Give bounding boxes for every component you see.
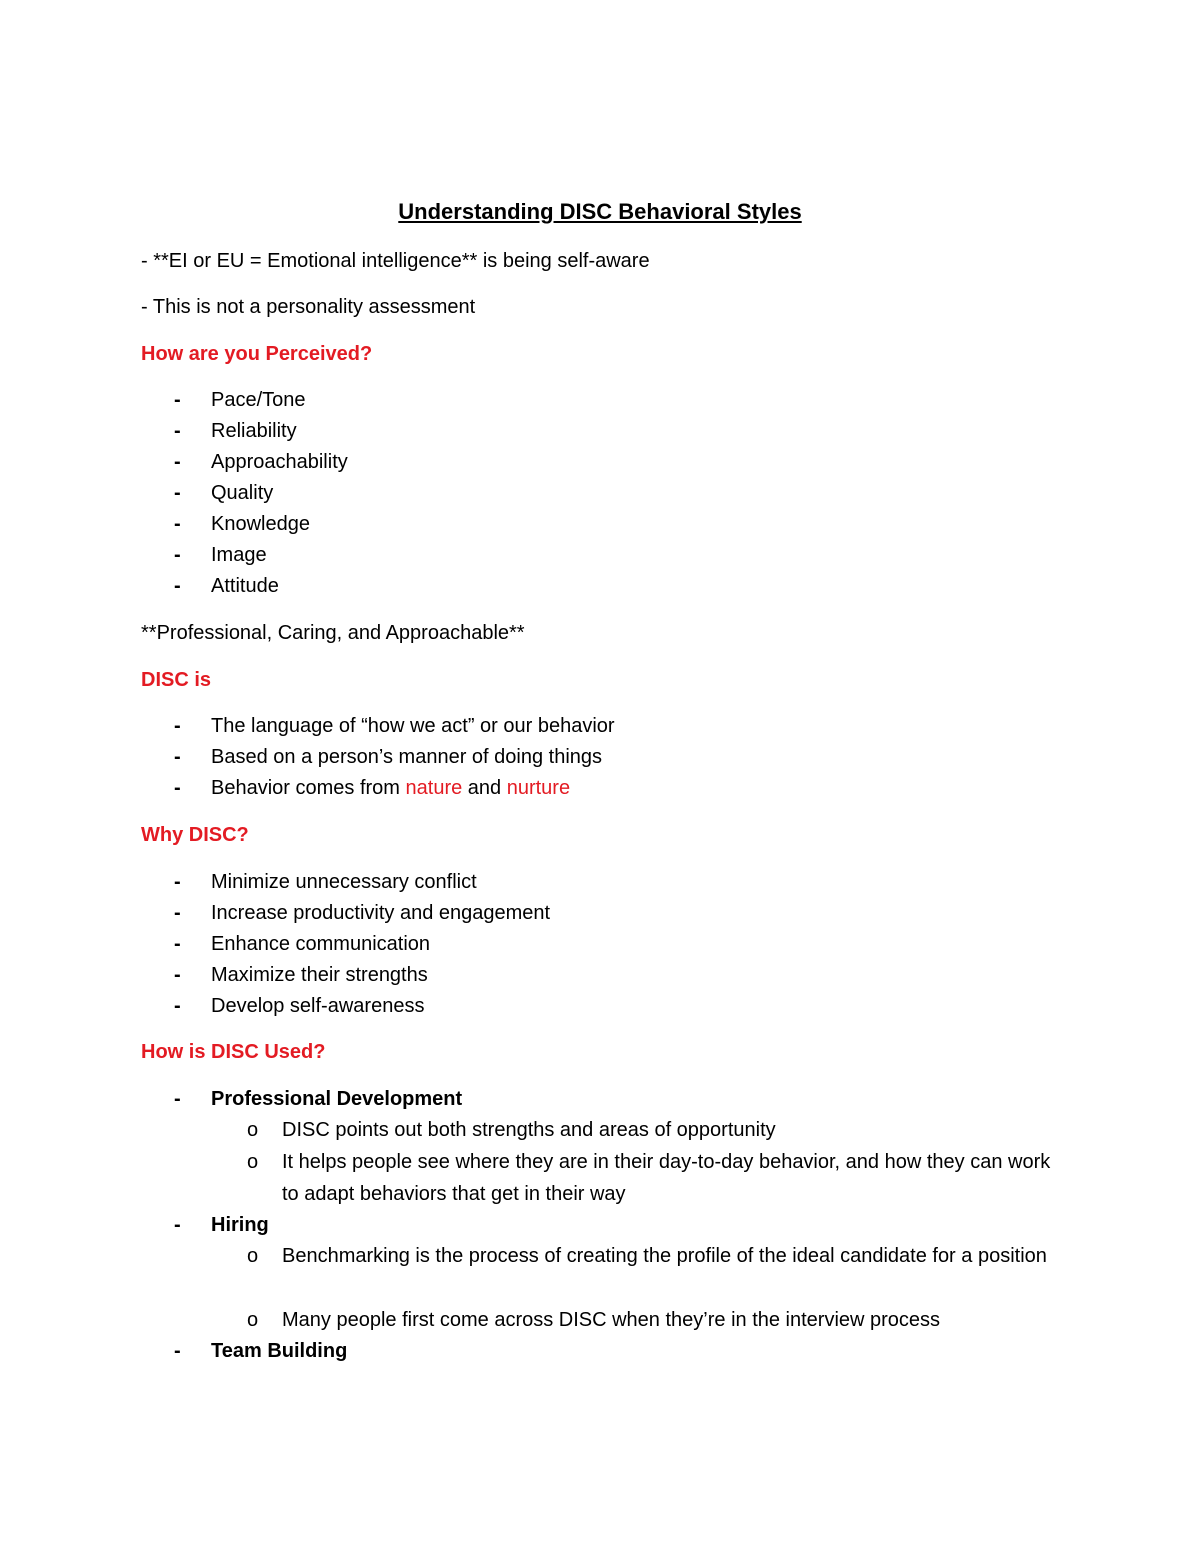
- perceived-item: Approachability: [211, 451, 348, 473]
- bullet-dash: -: [174, 1214, 181, 1236]
- perceived-item: Reliability: [211, 420, 297, 442]
- bullet-dash: -: [174, 420, 181, 442]
- why-item: Minimize unnecessary conflict: [211, 871, 477, 893]
- behavior-prefix: Behavior comes from: [211, 777, 406, 799]
- bullet-circle: o: [247, 1151, 259, 1173]
- why-item: Increase productivity and engagement: [211, 902, 551, 924]
- used-team-label: Team Building: [211, 1340, 348, 1362]
- bullet-dash: -: [174, 746, 181, 768]
- heading-disc-is: DISC is: [141, 669, 212, 691]
- perceived-item: Pace/Tone: [211, 389, 306, 411]
- bullet-dash: -: [174, 513, 181, 535]
- bullet-circle: o: [247, 1119, 259, 1141]
- bullet-dash: -: [174, 482, 181, 504]
- bullet-dash: -: [174, 995, 181, 1017]
- disc-is-item: The language of “how we act” or our behavior: [211, 715, 615, 737]
- bullet-circle: o: [247, 1309, 259, 1331]
- bullet-dash: -: [174, 451, 181, 473]
- used-hiring-label: Hiring: [211, 1214, 269, 1236]
- note-professional-caring: **Professional, Caring, and Approachable**: [141, 622, 525, 644]
- behavior-and: and: [462, 777, 507, 799]
- bullet-dash: -: [174, 871, 181, 893]
- heading-why-disc: Why DISC?: [141, 824, 249, 846]
- bullet-dash: -: [174, 933, 181, 955]
- why-item: Develop self-awareness: [211, 995, 425, 1017]
- bullet-dash: -: [174, 389, 181, 411]
- behavior-nurture: nurture: [506, 777, 571, 799]
- bullet-circle: o: [247, 1245, 259, 1267]
- bullet-dash: -: [174, 715, 181, 737]
- bullet-dash: -: [174, 1088, 181, 1110]
- bullet-dash: -: [174, 964, 181, 986]
- used-professional-sub: DISC points out both strengths and areas of opportunity: [282, 1119, 776, 1141]
- disc-is-item-behavior: [211, 774, 570, 802]
- intro-line-ei: - **EI or EU = Emotional intelligence** is being self-aware: [141, 250, 650, 272]
- perceived-item: Attitude: [211, 575, 279, 597]
- used-professional-sub: It helps people see where they are in their day-to-day behavior, and how they can work to adapt behaviors that get in their way: [282, 1151, 1051, 1205]
- intro-line-not-personality: - This is not a personality assessment: [141, 296, 476, 318]
- perceived-item: Quality: [211, 482, 274, 504]
- document-title: Understanding DISC Behavioral Styles: [398, 199, 802, 224]
- perceived-item: Image: [211, 544, 267, 566]
- perceived-item: Knowledge: [211, 513, 310, 535]
- bullet-dash: -: [174, 575, 181, 597]
- used-professional-label: Professional Development: [211, 1088, 463, 1110]
- used-hiring-sub: Benchmarking is the process of creating the profile of the ideal candidate for a position: [282, 1245, 1047, 1267]
- used-hiring-sub: Many people first come across DISC when they’re in the interview process: [282, 1309, 941, 1331]
- bullet-dash: -: [174, 777, 181, 799]
- why-item: Maximize their strengths: [211, 964, 428, 986]
- bullet-dash: -: [174, 1340, 181, 1362]
- bullet-dash: -: [174, 544, 181, 566]
- heading-how-used: How is DISC Used?: [141, 1041, 326, 1063]
- disc-is-item: Based on a person’s manner of doing things: [211, 746, 603, 768]
- why-item: Enhance communication: [211, 933, 431, 955]
- behavior-nature: nature: [405, 777, 463, 799]
- bullet-dash: -: [174, 902, 181, 924]
- heading-perceived: How are you Perceived?: [141, 343, 373, 365]
